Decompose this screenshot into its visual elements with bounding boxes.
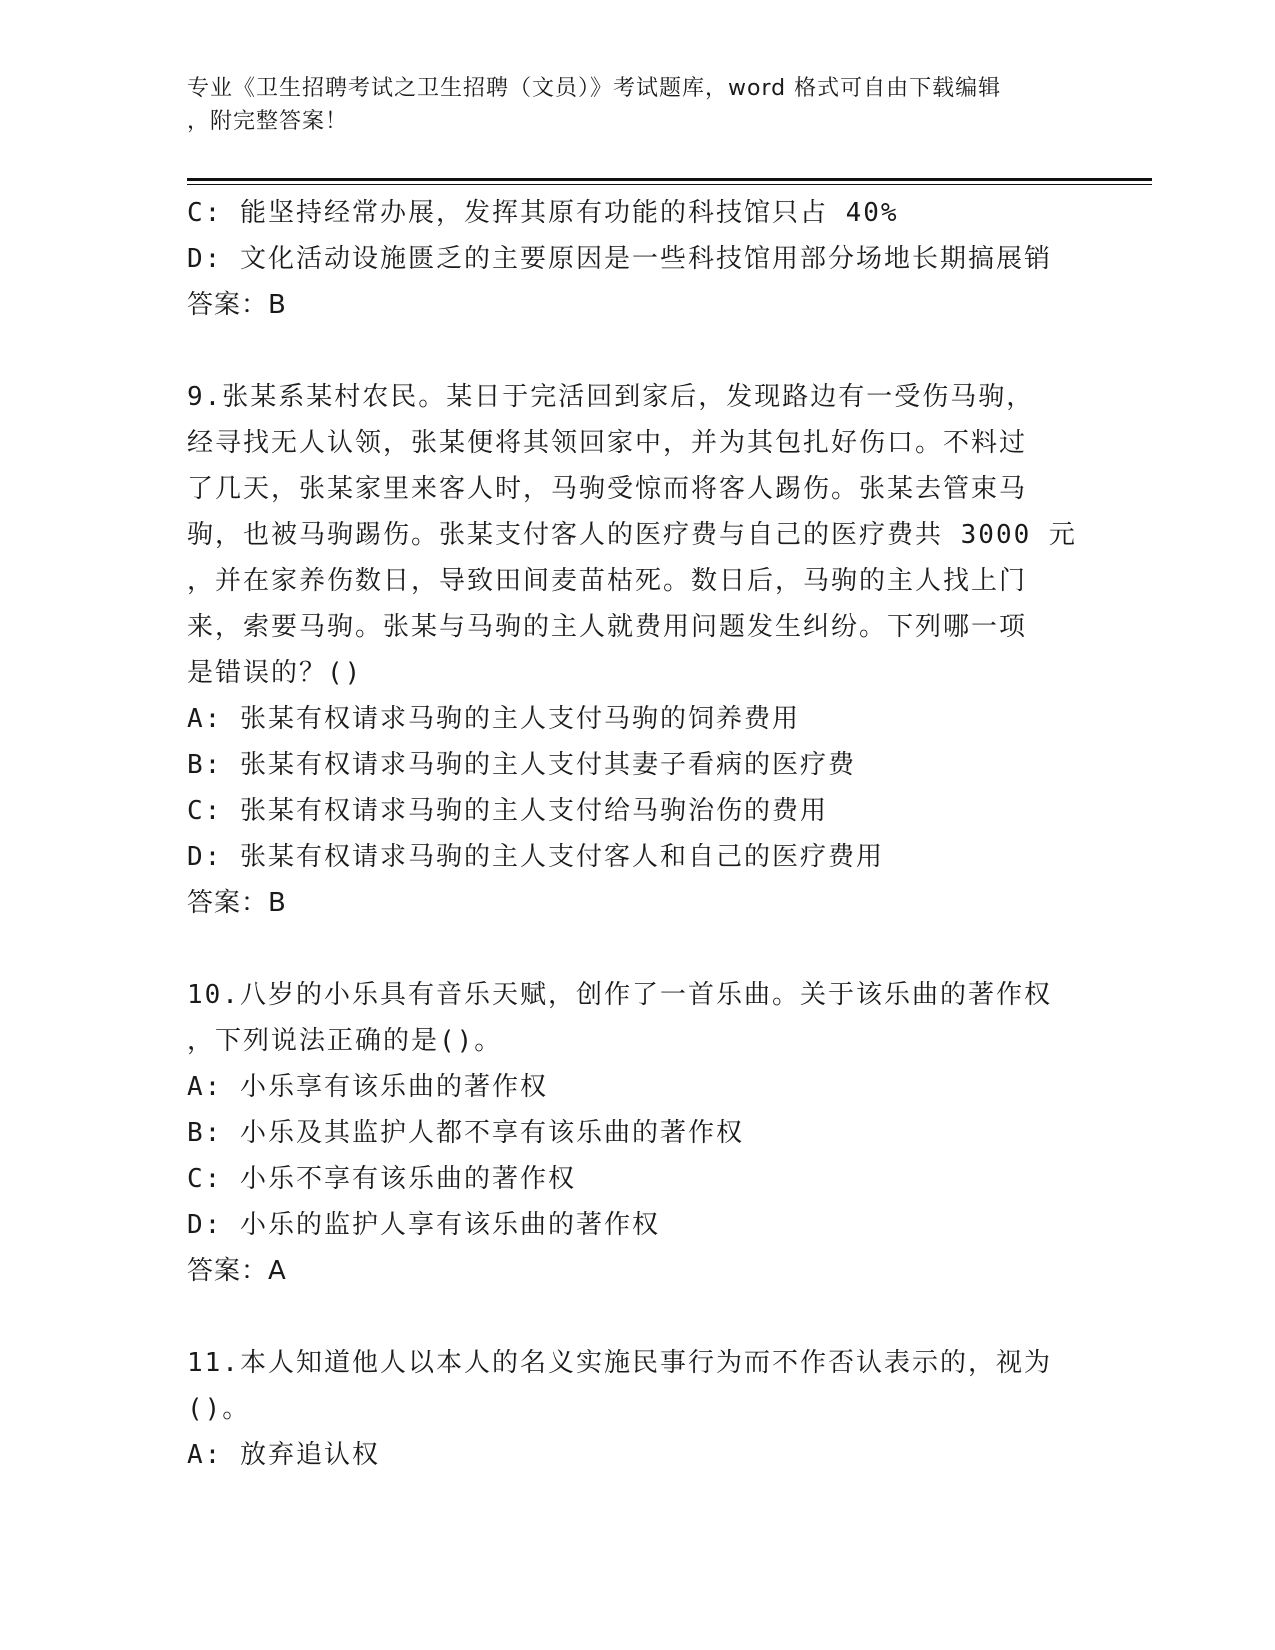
question-stem-line: ，下列说法正确的是()。 (187, 1026, 503, 1056)
option-d: D: 张某有权请求马驹的主人支付客人和自己的医疗费用 (187, 842, 884, 872)
option-c: C: 能坚持经常办展，发挥其原有功能的科技馆只占 40% (187, 198, 899, 228)
option-a: A: 张某有权请求马驹的主人支付马驹的饲养费用 (187, 704, 800, 734)
option-b: B: 张某有权请求马驹的主人支付其妻子看病的医疗费 (187, 750, 856, 780)
header-title-line-2: ，附完整答案！ (187, 109, 349, 134)
question-stem-line: 了几天，张某家里来客人时，马驹受惊而将客人踢伤。张某去管束马 (187, 474, 1028, 504)
option-a: A: 放弃追认权 (187, 1440, 380, 1470)
question-stem-line: 驹，也被马驹踢伤。张某支付客人的医疗费与自己的医疗费共 3000 元 (187, 520, 1077, 550)
question-stem-line: ，并在家养伤数日，导致田间麦苗枯死。数日后，马驹的主人找上门 (187, 566, 1028, 596)
spacer (187, 1294, 1087, 1340)
option-d: D: 小乐的监护人享有该乐曲的著作权 (187, 1210, 660, 1240)
answer-line: 答案：B (187, 290, 287, 320)
document-header (187, 72, 1067, 138)
question-stem-line: ()。 (187, 1394, 251, 1424)
question-stem-line: 经寻找无人认领，张某便将其领回家中，并为其包扎好伤口。不料过 (187, 428, 1028, 458)
question-stem-line: 9.张某系某村农民。某日于完活回到家后，发现路边有一受伤马驹， (187, 382, 1035, 412)
spacer (187, 328, 1087, 374)
question-11-block (187, 1340, 1087, 1478)
document-body (187, 190, 1087, 1478)
option-c: C: 小乐不享有该乐曲的著作权 (187, 1164, 576, 1194)
option-a: A: 小乐享有该乐曲的著作权 (187, 1072, 548, 1102)
answer-line: 答案：B (187, 888, 287, 918)
question-9-block (187, 374, 1087, 926)
option-d: D: 文化活动设施匮乏的主要原因是一些科技馆用部分场地长期搞展销 (187, 244, 1052, 274)
option-b: B: 小乐及其监护人都不享有该乐曲的著作权 (187, 1118, 744, 1148)
header-divider-thin (187, 184, 1152, 185)
header-divider-thick (187, 178, 1152, 181)
question-stem-line: 10.八岁的小乐具有音乐天赋，创作了一首乐曲。关于该乐曲的著作权 (187, 980, 1052, 1010)
option-c: C: 张某有权请求马驹的主人支付给马驹治伤的费用 (187, 796, 828, 826)
spacer (187, 926, 1087, 972)
answer-line: 答案：A (187, 1256, 287, 1286)
previous-question-block (187, 190, 1087, 328)
question-stem-line: 来，索要马驹。张某与马驹的主人就费用问题发生纠纷。下列哪一项 (187, 612, 1028, 642)
question-stem-line: 11.本人知道他人以本人的名义实施民事行为而不作否认表示的，视为 (187, 1348, 1052, 1378)
header-title-line-1: 专业《卫生招聘考试之卫生招聘（文员）》考试题库，word 格式可自由下载编辑 (187, 76, 1002, 101)
question-stem-line: 是错误的？() (187, 658, 363, 688)
question-10-block (187, 972, 1087, 1294)
